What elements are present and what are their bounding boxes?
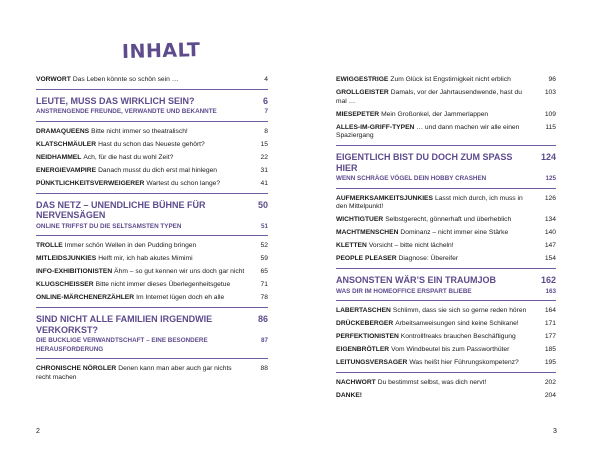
toc-entry <box>36 141 268 150</box>
toc-entry-text <box>336 346 538 355</box>
toc-entry-text <box>336 320 538 329</box>
page-number: 154 <box>544 255 556 263</box>
page-number: 78 <box>260 294 268 302</box>
page-number: 115 <box>545 123 556 131</box>
toc-entry <box>36 294 268 303</box>
toc-entry-title: KLETTEN <box>336 242 367 250</box>
page-number: 87 <box>260 337 268 345</box>
toc-entry-description: Ähm – so gut kennen wir uns doch gar nicht <box>114 268 245 276</box>
page-number: 202 <box>544 378 556 386</box>
toc-entry-title: KLUGSCHEISSER <box>36 281 94 289</box>
chapter-subtitle-text: WAS DIR IM HOMEOFFICE ERSPART BLIEBE <box>336 287 472 295</box>
toc-entry-title: EWIGGESTRIGE <box>336 76 389 83</box>
toc-entry <box>336 255 556 264</box>
toc-entry <box>36 167 268 176</box>
chapter-subtitle-text: ANSTRENGENDE FREUNDE, VERWANDTE UND BEKANNTE <box>36 108 217 116</box>
page-number: 177 <box>544 332 556 340</box>
toc-entry <box>336 392 556 401</box>
page-number: 6 <box>262 95 268 106</box>
toc-entry-text <box>336 195 538 212</box>
toc-entry-text <box>336 392 538 401</box>
page-number: 52 <box>260 242 268 250</box>
toc-entry-description: Im Internet lügen doch eh alle <box>136 294 225 302</box>
page-number: 162 <box>540 275 556 286</box>
toc-entry-title: CHRONISCHE NÖRGLER <box>36 364 117 372</box>
toc-entry-description: Kontrollfreaks brauchen Beschäftigung <box>400 332 516 340</box>
toc-entry-text <box>36 154 250 163</box>
page-number: 96 <box>548 76 556 83</box>
toc-entry-title: ONLINE-MÄRCHENERZÄHLER <box>36 294 135 302</box>
toc-entry-text <box>36 180 250 189</box>
toc-entry-text <box>336 242 538 251</box>
toc-entry-title: TROLLE <box>36 242 63 250</box>
toc-entry-title: LEITUNGSVERSAGER <box>336 358 408 366</box>
page-number: 59 <box>260 255 268 263</box>
toc-entry <box>36 242 268 251</box>
page-number: 125 <box>545 175 556 183</box>
chapter-heading <box>336 152 556 173</box>
toc-entry-description: Selbstgerecht, gönnerhaft und überheblich <box>385 216 512 224</box>
toc-entry-description: Schlimm, dass sie sich so gerne reden hören <box>392 306 527 314</box>
section-divider <box>36 358 268 359</box>
toc-entry <box>36 154 268 163</box>
toc-entry-text <box>36 141 250 150</box>
toc-heading: INHALT <box>121 38 201 64</box>
page-number: 171 <box>544 319 556 327</box>
toc-entry-description: Immer schön Wellen in den Pudding bringen <box>64 242 197 250</box>
toc-entry-description: Danach musst du dich erst mal hinlegen <box>98 166 218 174</box>
toc-entry-description: Diagnose: Übereifer <box>398 255 459 263</box>
section-divider <box>336 188 556 189</box>
toc-entry-text <box>336 333 538 342</box>
toc-entry-text <box>336 379 538 388</box>
toc-entry <box>36 365 268 382</box>
toc-entry-title: MIESEPETER <box>336 110 380 118</box>
chapter-subtitle-text: DIE BUCKLIGE VERWANDTSCHAFT – EINE BESONDERE HERAUSFORDERUNG <box>36 337 208 353</box>
toc-entry-text <box>336 307 538 316</box>
page-number: 7 <box>264 108 268 116</box>
page-number: 71 <box>260 281 268 289</box>
page-number-left: 2 <box>36 428 40 435</box>
page-number: 4 <box>264 76 268 83</box>
toc-entry-text <box>336 255 538 264</box>
toc-entry-description: Ach, für die hast du wohl Zeit? <box>83 153 174 161</box>
page-number: 103 <box>544 88 556 96</box>
page-number: 147 <box>544 242 556 250</box>
toc-entry-title: DANKE! <box>336 391 363 399</box>
page-number: 204 <box>544 391 556 399</box>
page-number: 50 <box>257 199 268 210</box>
chapter-subtitle <box>36 108 268 116</box>
toc-entry-description: Arbeitsanweisungen sind keine Schikane! <box>395 319 519 327</box>
toc-entry-title: WICHTIGTUER <box>336 216 384 224</box>
page-number: 51 <box>260 222 268 230</box>
toc-entry-text <box>36 281 250 290</box>
chapter-heading <box>36 200 268 221</box>
toc-entry-description: Das Leben könnte so schön sein … <box>72 76 179 83</box>
toc-entry-text <box>336 216 538 225</box>
toc-entry-text <box>36 76 250 85</box>
toc-entry-text <box>336 229 538 238</box>
toc-entry <box>336 359 556 368</box>
toc-entry <box>36 76 268 85</box>
chapter-heading-text: ANSONSTEN WÄR’S EIN TRAUMJOB <box>336 275 497 286</box>
toc-entry-title: NACHWORT <box>336 378 376 386</box>
page-number: 88 <box>260 364 268 372</box>
page-number: 126 <box>544 194 556 202</box>
toc-entry <box>336 242 556 251</box>
toc-entry <box>336 89 556 106</box>
toc-entry-title: GROLLGEISTER <box>336 88 389 96</box>
page-number: 109 <box>544 110 556 118</box>
toc-entry-title: AUFMERKSAMKEITSJUNKIES <box>336 194 433 202</box>
section-divider <box>36 121 268 122</box>
toc-entry-text <box>336 359 538 368</box>
chapter-heading <box>36 314 268 335</box>
page-number: 185 <box>544 345 556 353</box>
toc-entry-title: INFO-EXHIBITIONISTEN <box>36 268 113 276</box>
page-number: 41 <box>260 179 268 187</box>
chapter-subtitle <box>36 223 268 231</box>
page-number: 163 <box>545 287 556 295</box>
toc-entry <box>336 320 556 329</box>
toc-entry <box>36 128 268 137</box>
toc-entry-description: … und dann machen wir alle einen Spaziergang <box>336 123 520 140</box>
page-number: 31 <box>260 166 268 174</box>
toc-entry-text <box>36 255 250 264</box>
toc-entry-title: ALLES-IM-GRIFF-TYPEN <box>336 123 415 131</box>
toc-right-column <box>336 76 556 405</box>
toc-entry <box>336 307 556 316</box>
section-divider <box>36 193 268 194</box>
toc-entry-text <box>36 365 250 382</box>
toc-entry-description: Was heißt hier Führungskompetenz? <box>409 358 519 366</box>
page-number: 140 <box>544 229 556 237</box>
toc-entry-text <box>336 76 538 85</box>
toc-entry <box>336 379 556 388</box>
chapter-subtitle <box>36 337 268 354</box>
chapter-subtitle-text: ONLINE TRIFFST DU DIE SELTSAMSTEN TYPEN <box>36 222 182 230</box>
chapter-subtitle <box>336 288 556 296</box>
page-number: 8 <box>264 127 268 135</box>
section-divider <box>336 268 556 269</box>
chapter-subtitle <box>336 175 556 183</box>
toc-entry <box>36 180 268 189</box>
page-number: 22 <box>260 153 268 161</box>
section-divider <box>36 235 268 236</box>
toc-entry <box>336 111 556 120</box>
chapter-heading <box>36 96 268 107</box>
page-number-right: 3 <box>553 428 557 435</box>
toc-entry-description: Helft mir, ich hab akutes Mimimi <box>98 255 193 263</box>
toc-entry-title: MACHTMENSCHEN <box>336 229 399 237</box>
toc-entry <box>336 346 556 355</box>
toc-entry-title: DRAMAQUEENS <box>36 127 90 135</box>
page-number: 164 <box>544 306 556 314</box>
page-number: 195 <box>544 358 556 366</box>
toc-entry-title: PÜNKTLICHKEITSVERWEIGERER <box>36 179 145 187</box>
page-number: 15 <box>260 140 268 148</box>
section-divider <box>336 300 556 301</box>
toc-entry <box>336 76 556 85</box>
toc-entry-description: Vom Windbeutel bis zum Passworthüter <box>391 345 510 353</box>
toc-entry-description: Denen kann man aber auch gar nichts recht machen <box>36 364 232 381</box>
toc-entry <box>36 281 268 290</box>
toc-entry-title: PEOPLE PLEASER <box>336 255 397 263</box>
page-number: 124 <box>540 152 556 163</box>
toc-entry <box>336 333 556 342</box>
toc-entry-description: Dominanz – nicht immer eine Stärke <box>400 229 509 237</box>
chapter-subtitle-text: WENN SCHRÄGE VÖGEL DEIN HOBBY CRASHEN <box>336 175 487 183</box>
toc-entry-description: Mein Großonkel, der Jammerlappen <box>381 110 489 118</box>
toc-entry <box>336 216 556 225</box>
chapter-heading-text: SIND NICHT ALLE FAMILIEN IRGENDWIE VERKORKST? <box>36 314 213 335</box>
toc-entry-title: ENERGIEVAMPIRE <box>36 166 97 174</box>
toc-entry <box>36 255 268 264</box>
page-number: 65 <box>260 268 268 276</box>
page-number: 86 <box>257 314 268 325</box>
toc-left-column <box>36 76 268 387</box>
page-number: 134 <box>544 216 556 224</box>
toc-entry-title: EIGENBRÖTLER <box>336 345 390 353</box>
toc-entry <box>36 268 268 277</box>
toc-entry-title: DRÜCKEBERGER <box>336 319 394 327</box>
section-divider <box>36 89 268 90</box>
toc-entry-description: Hast du schon das Neueste gehört? <box>98 140 205 148</box>
toc-entry-title: NEIDHAMMEL <box>36 153 82 161</box>
toc-entry-title: PERFEKTIONISTEN <box>336 332 399 340</box>
toc-entry-description: Bitte nicht immer dieses Überlegenheitsgetue <box>95 281 231 289</box>
section-divider <box>336 145 556 146</box>
toc-entry-title: LABERTASCHEN <box>336 306 391 314</box>
toc-entry-text <box>336 89 538 106</box>
toc-entry-text <box>36 268 250 277</box>
section-divider <box>36 307 268 308</box>
toc-entry-text <box>336 124 538 141</box>
toc-entry-text <box>36 242 250 251</box>
chapter-heading-text: LEUTE, MUSS DAS WIRKLICH SEIN? <box>36 95 195 106</box>
toc-entry-description: Du bestimmst selbst, was dich nervt! <box>377 378 487 386</box>
toc-entry-text <box>36 128 250 137</box>
toc-entry-description: Wartest du schon lange? <box>146 179 221 187</box>
toc-entry-title: VORWORT <box>36 76 71 83</box>
toc-entry-description: Vorsicht – bitte nicht lächeln! <box>368 242 454 250</box>
chapter-heading <box>336 275 556 286</box>
toc-entry-description: Bitte nicht immer so theatralisch! <box>91 127 188 135</box>
section-divider <box>336 372 556 373</box>
toc-entry-title: KLATSCHMÄULER <box>36 140 97 148</box>
toc-entry <box>336 124 556 141</box>
toc-entry-text <box>36 167 250 176</box>
toc-entry <box>336 195 556 212</box>
toc-entry <box>336 229 556 238</box>
toc-entry-description: Damals, vor der Jahrtausendwende, hast du mal … <box>336 88 522 105</box>
toc-entry-text <box>36 294 250 303</box>
chapter-heading-text: DAS NETZ – UNENDLICHE BÜHNE FÜR NERVENSÄGEN <box>36 199 206 221</box>
toc-entry-description: Zum Glück ist Engstirnigkeit nicht erblich <box>390 76 511 83</box>
toc-entry-description: Lasst mich durch, ich muss in den Mittelpunkt! <box>336 194 523 211</box>
chapter-heading-text: EIGENTLICH BIST DU DOCH ZUM SPASS HIER <box>336 152 513 173</box>
toc-entry-text <box>336 111 538 120</box>
toc-entry-title: MITLEIDSJUNKIES <box>36 255 97 263</box>
